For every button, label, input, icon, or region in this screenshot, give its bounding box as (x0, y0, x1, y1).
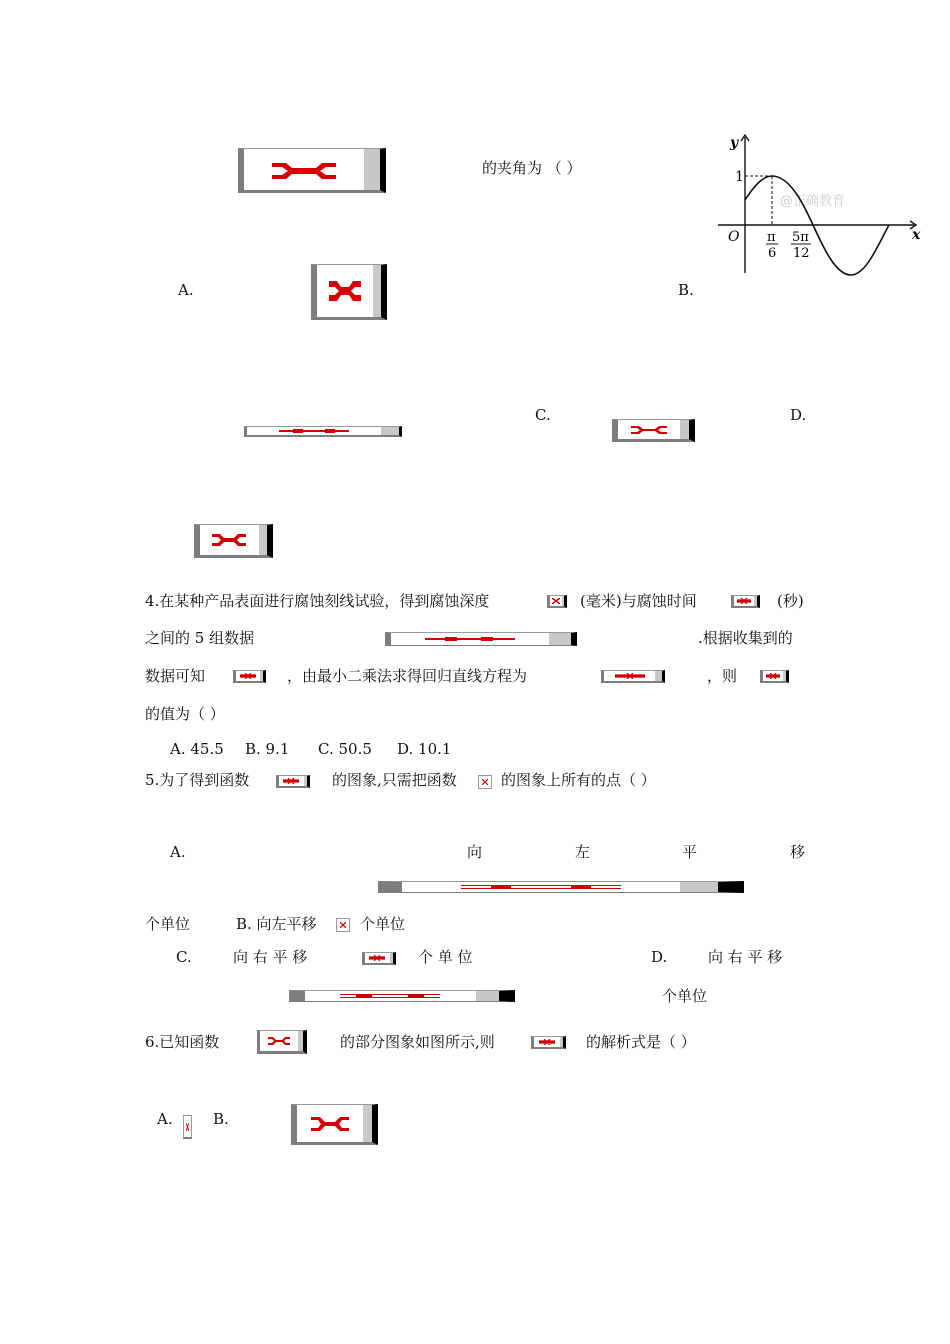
q5-option-b-unit: 个单位 (360, 915, 406, 933)
formula-image (233, 670, 266, 683)
q5-option-a-word-3: 平 (682, 843, 698, 861)
q5-line1-c: 的图象上所有的点（ ） (501, 771, 656, 789)
formula-image (311, 264, 387, 320)
q4-line2-a: 之间的 5 组数据 (145, 629, 255, 647)
formula-image (478, 775, 492, 789)
graph-watermark: @正确教育 (780, 194, 846, 209)
formula-image (336, 918, 350, 932)
q4-line1-c: (秒) (777, 592, 804, 610)
q5-line1-b: 的图象,只需把函数 (332, 771, 457, 789)
q5-option-c-unit: 个 单 位 (418, 948, 473, 966)
q4-line1-b: (毫米)与腐蚀时间 (580, 592, 697, 610)
q3-option-b: B. (678, 281, 694, 299)
formula-image (276, 775, 310, 788)
q5-option-c-label: C. (176, 948, 192, 966)
formula-image (291, 1104, 378, 1145)
graph-x-tick-2-den: 12 (793, 246, 810, 261)
q6-option-b: B. (213, 1110, 229, 1128)
q5-option-a-unit: 个单位 (145, 915, 191, 933)
q5-option-a-word-4: 移 (790, 843, 806, 861)
q6-line1-a: 6.已知函数 (145, 1033, 220, 1051)
q5-option-c-text: 向 右 平 移 (233, 948, 308, 966)
graph-x-tick-1-den: 6 (768, 246, 777, 261)
q6-option-a: A. (157, 1110, 173, 1128)
formula-image (547, 595, 567, 608)
formula-image (362, 952, 396, 965)
q3-option-c: C. (535, 406, 551, 424)
q4-option-c: C. 50.5 (318, 740, 372, 758)
formula-image (289, 990, 515, 1002)
formula-image (731, 595, 760, 608)
q3-option-d: D. (790, 406, 807, 424)
formula-image (257, 1030, 307, 1054)
q4-option-d: D. 10.1 (397, 740, 452, 758)
q6-line1-c: 的解析式是（ ） (586, 1033, 696, 1051)
q4-line3-c: ，则 (707, 667, 738, 685)
formula-image (183, 1115, 192, 1139)
q5-option-d-label: D. (651, 948, 668, 966)
q5-line1-a: 5.为了得到函数 (145, 771, 250, 789)
graph-x-tick-2-num: 5π (792, 230, 809, 245)
q3-option-a: A. (178, 281, 194, 299)
q4-line2-b: .根据收集到的 (698, 629, 793, 647)
q6-line1-b: 的部分图象如图所示,则 (340, 1033, 495, 1051)
q4-line1-a: 4.在某种产品表面进行腐蚀刻线试验，得到腐蚀深度 (145, 592, 490, 610)
q5-option-b: B. 向左平移 (236, 915, 317, 933)
q4-option-b: B. 9.1 (245, 740, 290, 758)
formula-image (760, 670, 789, 683)
q5-option-a-word-2: 左 (575, 843, 591, 861)
q4-option-a: A. 45.5 (170, 740, 224, 758)
q4-line3-b: ，由最小二乘法求得回归直线方程为 (287, 667, 528, 685)
formula-image (531, 1036, 566, 1049)
q3-stem-tail: 的夹角为 （ ） (482, 159, 582, 177)
graph-x-axis-label: x (912, 227, 921, 243)
q4-line4: 的值为（ ） (145, 705, 225, 723)
formula-image (612, 419, 695, 442)
q5-option-a-label: A. (170, 843, 186, 861)
graph-x-tick-1-num: π (767, 230, 776, 245)
graph-y-tick: 1 (735, 169, 744, 185)
q4-line3-a: 数据可知 (145, 667, 206, 685)
formula-image (194, 524, 273, 558)
graph-y-axis-label: y (730, 135, 739, 151)
q5-option-d-text: 向 右 平 移 (708, 948, 783, 966)
function-graph (700, 115, 950, 285)
q5-option-a-word-1: 向 (467, 843, 483, 861)
formula-image (601, 670, 665, 683)
graph-origin-label: O (728, 229, 740, 245)
formula-image (378, 881, 744, 893)
formula-image (385, 632, 577, 646)
formula-image (244, 426, 402, 437)
formula-image (238, 148, 386, 193)
q5-option-d-unit: 个单位 (662, 987, 708, 1005)
